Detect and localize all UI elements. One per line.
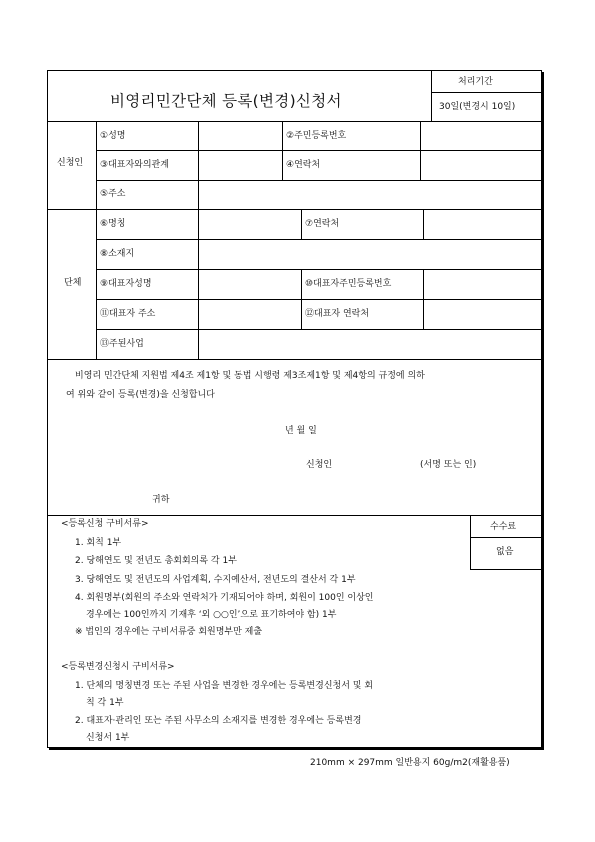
- divider: [96, 121, 97, 209]
- rep-name-label: ⑨대표자성명: [100, 279, 152, 289]
- applicant-relation-label: ③대표자와의관계: [100, 160, 169, 170]
- divider: [470, 569, 543, 570]
- change-doc-item: 칙 각 1부: [86, 698, 124, 708]
- divider: [431, 71, 432, 121]
- applicant-rrn-field[interactable]: [421, 122, 542, 149]
- register-docs-heading: <등록신청 구비서류>: [61, 519, 149, 529]
- main-business-label: ⑬주된사업: [100, 339, 144, 349]
- signer-field[interactable]: [344, 455, 416, 471]
- divider: [470, 515, 471, 569]
- rep-name-field[interactable]: [199, 270, 300, 298]
- applicant-contact-field[interactable]: [421, 151, 542, 179]
- processing-period-value: 30일(변경시 10일): [439, 102, 516, 112]
- register-doc-item: 1. 회칙 1부: [75, 538, 122, 548]
- org-name-label: ⑥명칭: [100, 219, 126, 229]
- org-contact-field[interactable]: [424, 210, 542, 238]
- register-doc-item: 경우에는 100인까지 기재후 ‘외 ○○인’으로 표기하여야 함) 1부: [86, 610, 337, 620]
- divider: [48, 515, 543, 516]
- main-business-field[interactable]: [199, 330, 542, 358]
- applicant-contact-label: ④연락처: [286, 160, 321, 170]
- date-line: 년 월 일: [285, 426, 317, 436]
- applicant-relation-field[interactable]: [199, 151, 281, 179]
- applicant-name-label: ①성명: [100, 131, 126, 141]
- org-location-label: ⑧소재지: [100, 249, 135, 259]
- org-location-field[interactable]: [199, 240, 542, 268]
- form-title: 비영리민간단체 등록(변경)신청서: [110, 92, 342, 110]
- register-doc-item: 4. 회원명부(회원의 주소와 연락처가 기재되어야 하며, 회원이 100인 이상인: [75, 593, 374, 603]
- change-doc-item: 2. 대표자·관리인 또는 주된 사무소의 소재지를 변경한 경우에는 등록변경: [75, 716, 362, 726]
- applicant-group-label: 신청인: [57, 158, 84, 168]
- divider: [470, 537, 543, 538]
- divider: [48, 359, 543, 360]
- change-doc-item: 신청서 1부: [86, 733, 130, 743]
- change-doc-item: 1. 단체의 명칭변경 또는 주된 사업을 변경한 경우에는 등록변경신청서 및 회: [75, 681, 374, 691]
- rep-rrn-label: ⑩대표자주민등록번호: [305, 279, 392, 289]
- applicant-address-field[interactable]: [199, 181, 542, 208]
- register-doc-item: 2. 당해연도 및 전년도 총회회의록 각 1부: [75, 556, 237, 566]
- register-doc-note: ※ 법인의 경우에는 구비서류중 회원명부만 제출: [75, 627, 263, 637]
- register-doc-item: 3. 당해연도 및 전년도의 사업계획, 수지예산서, 전년도의 결산서 각 1부: [75, 575, 356, 585]
- divider: [431, 92, 542, 93]
- rep-address-field[interactable]: [199, 300, 300, 328]
- applicant-address-label: ⑤주소: [100, 189, 126, 199]
- addressee-suffix: 귀하: [152, 495, 170, 505]
- applicant-rrn-label: ②주민등록번호: [286, 131, 347, 141]
- fee-label: 수수료: [490, 522, 517, 532]
- rep-contact-label: ⑫대표자 연락처: [305, 309, 370, 319]
- statement-line-2: 여 위와 같이 등록(변경)을 신청합니다: [66, 390, 215, 400]
- signer-label: 신청인: [306, 460, 333, 470]
- divider: [96, 209, 97, 359]
- fee-value: 없음: [496, 547, 514, 557]
- signature-label: (서명 또는 인): [420, 460, 477, 470]
- change-docs-heading: <등록변경신청시 구비서류>: [61, 662, 175, 672]
- divider: [301, 209, 302, 239]
- divider: [301, 269, 302, 329]
- statement-line-1: 비영리 민간단체 지원법 제4조 제1항 및 동법 시행령 제3조제1항 및 제4항의 규정에 의하: [75, 371, 425, 381]
- org-contact-label: ⑦연락처: [305, 219, 340, 229]
- org-name-field[interactable]: [199, 210, 300, 238]
- rep-address-label: ⑪대표자 주소: [100, 309, 156, 319]
- rep-contact-field[interactable]: [424, 300, 542, 328]
- application-form: [47, 70, 542, 748]
- organization-group-label: 단체: [64, 278, 82, 288]
- divider: [282, 121, 283, 180]
- paper-spec-footer: 210mm × 297mm 일반용지 60g/m2(재활용품): [310, 758, 510, 768]
- processing-period-label: 처리기간: [458, 77, 493, 87]
- rep-rrn-field[interactable]: [424, 270, 542, 298]
- applicant-name-field[interactable]: [199, 122, 281, 149]
